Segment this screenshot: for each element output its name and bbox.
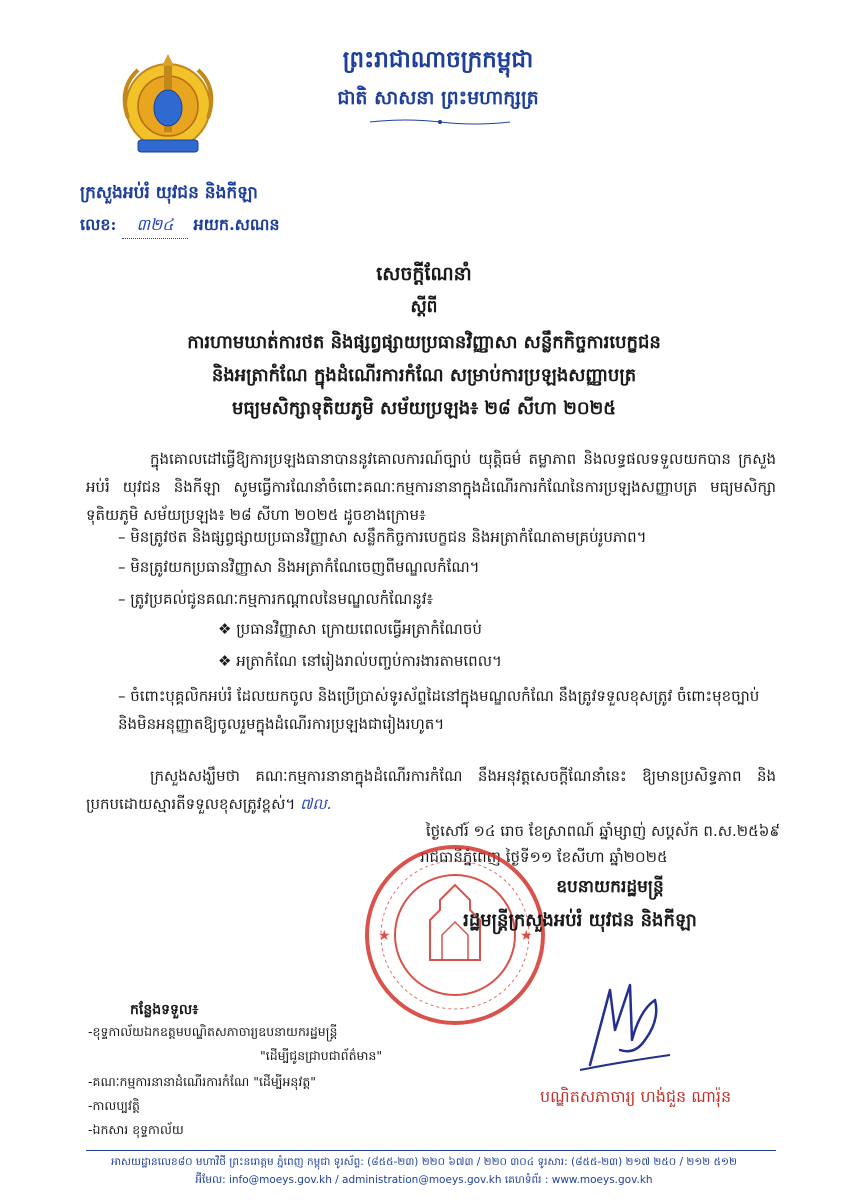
recipient-line: -គណៈកម្មការនានាដំណើរការកំណែ "ដើម្បីអនុវត្ត" [88,1074,317,1089]
closing-handwritten-mark: ៧ល. [300,795,332,813]
subject-line: និងអត្រាកំណែ ក្នុងដំណើរការកំណែ សម្រាប់ការប្រឡងសញ្ញាបត្រ [211,365,637,386]
kingdom-title: ព្រះរាជាណាចក្រកម្ពុជា [342,46,534,73]
sub-list-item: ❖ ប្រធានវិញ្ញាសា ក្រោយពេលធ្វើអត្រាកំណែចប់ [218,620,482,638]
list-item: – មិនត្រូវថត និងផ្សព្វផ្សាយប្រធានវិញ្ញាសា សន្លឹកកិច្ចការបេក្ខជន និងអត្រាកំណែតាមគ្រប់រូបភាព។ [118,528,647,546]
list-item: – មិនត្រូវយកប្រធានវិញ្ញាសា និងអត្រាកំណែចេញពីមណ្ឌលកំណែ។ [118,558,480,576]
kingdom-motto: ជាតិ សាសនា ព្រះមហាក្សត្រ [337,87,539,109]
subject-line: មធ្យមសិក្សាទុតិយភូមិ សម័យប្រឡង៖ ២៨ សីហា ២០២៥ [231,398,617,419]
footer-divider [86,1150,776,1151]
list-item: – ត្រូវប្រគល់ជូនគណៈកម្មការកណ្តាលនៃមណ្ឌលកំណែនូវ៖ [118,590,434,608]
recipient-line: -កាលប្បវត្តិ [88,1098,140,1113]
signer-name: បណ្ឌិតសភាចារ្យ ហង់ជួន ណារ៉ុន [540,1087,732,1106]
recipient-line: "ដើម្បីជូនជ្រាបជាព័ត៌មាន" [260,1048,383,1063]
signer-role: រដ្ឋមន្ត្រីក្រសួងអប់រំ យុវជន និងកីឡា [463,910,697,931]
handwritten-signature-icon [560,970,680,1080]
footer-address: អាសយដ្ឋានលេខ៨០ មហាវិថី ព្រះនរោត្តម ភ្នំពេញ កម្ពុជា ទូរស័ព្ទ: (៨៥៥-២៣) ២២០ ៦៧៣ / ២២០ ៣០៤ ទូរសារ: (៨៥៥-២៣) ២១៧ ២៥០ / ២១២ ៥១២ [111,1156,737,1168]
document-about: ស្តីពី [410,297,438,317]
footer-contact: អ៊ីមែល: info@moeys.gov.kh / administration@moeys.gov.kh គេហទំព័រ : www.moeys.gov.kh [195,1174,653,1186]
recipient-line: -ខុទ្ទកាល័យឯកឧត្តមបណ្ឌិតសភាចារ្យឧបនាយករដ្ឋមន្ត្រី [88,1024,338,1039]
lunar-date: ថ្ងៃសៅរ៍ ១៤ រោច ខែស្រាពណ៍ ឆ្នាំម្សាញ់ សប្តស័ក ព.ស.២៥៦៩ [425,822,780,840]
recipient-line: -ឯកសារ ខុទ្ទកាល័យ [88,1122,184,1137]
svg-text:★: ★ [520,928,533,944]
official-seal-icon [360,840,550,1030]
intro-paragraph: ក្នុងគោលដៅធ្វើឱ្យការប្រឡងធានាបាននូវគោលការណ៍ច្បាប់ យុត្តិធម៌ តម្លាភាព និងលទ្ធផលទទួលយកបាន ក្រសួងអប់រំ យុវជន និងកីឡា សូមធ្វើការណែនាំចំពោះគណៈកម្មការនានាក្នុងដំណើរការកំណែនៃការប្រឡងសញ្ញាបត្រ មធ្យមសិក្សាទុតិយភូមិ សម័យប្រឡង៖ ២៨ សីហា ២០២៥ ដូចខាងក្រោម៖ [86,450,776,524]
closing-text: ក្រសួងសង្ឃឹមថា គណៈកម្មការនានាក្នុងដំណើរការកំណែ នឹងអនុវត្តសេចក្តីណែនាំនេះ ឱ្យមានប្រសិទ្ធភាព និងប្រកបដោយស្មារតីទទួលខុសត្រូវខ្ពស់។ [86,767,776,813]
ref-label: លេខ: [80,215,117,234]
sub-list-item: ❖ អត្រាកំណែ នៅរៀងរាល់បញ្ចប់ការងារតាមពេល។ [218,652,502,670]
ornament-divider-icon [365,116,515,128]
ministry-emblem-icon [108,48,228,168]
closing-paragraph [86,762,776,818]
list-item: – ចំពោះបុគ្គលិកអប់រំ ដែលយកចូល និងប្រើប្រាស់ទូរស័ព្ទដៃនៅក្នុងមណ្ឌលកំណែ នឹងត្រូវទទួលខុសត្រូវ ចំពោះមុខច្បាប់ និងមិនអនុញ្ញាតឱ្យចូលរួមក្នុងដំណើរការប្រឡងជារៀងរហូត។ [118,687,760,733]
subject-line: ការហាមឃាត់ការថត និងផ្សព្វផ្សាយប្រធានវិញ្ញាសា សន្លឹកកិច្ចការបេក្ខជន [187,332,661,353]
recipients-title: កន្លែងទទួល៖ [130,1002,199,1018]
solar-date: រាជធានីភ្នំពេញ ថ្ងៃទី១១ ខែសីហា ឆ្នាំ២០២៥ [420,848,668,866]
document-type: សេចក្តីណែនាំ [376,263,472,285]
reference-number [80,214,280,239]
signer-title: ឧបនាយករដ្ឋមន្ត្រី [556,877,664,897]
ref-suffix: អយក.សណន [193,215,280,234]
ministry-name: ក្រសួងអប់រំ យុវជន និងកីឡា [80,183,258,203]
svg-text:★: ★ [378,928,391,944]
ref-number-handwritten: ៣២៤ [122,214,188,239]
